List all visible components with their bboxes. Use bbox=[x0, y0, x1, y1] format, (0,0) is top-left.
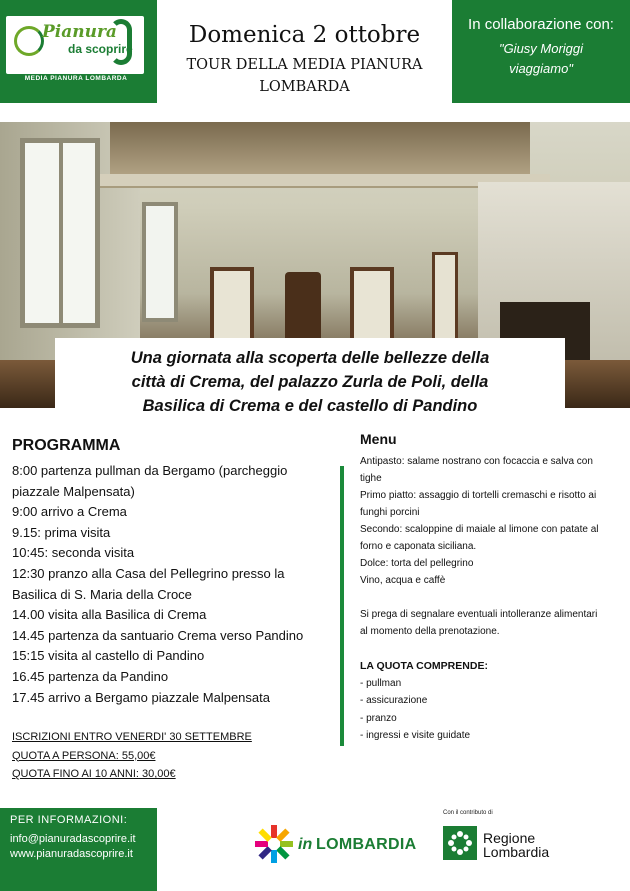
regione-lombardia-name bbox=[483, 831, 549, 859]
quota-bambini: QUOTA FINO AI 10 ANNI: 30,00€ bbox=[12, 768, 176, 781]
quota-persona: QUOTA A PERSONA: 55,00€ bbox=[12, 749, 156, 762]
menu-line: forno e caponata siciliana. bbox=[360, 541, 477, 552]
caption-line2: città di Crema, del palazzo Zurla de Poli, della bbox=[131, 373, 489, 391]
collaboration-name bbox=[452, 39, 630, 79]
inlombardia-logo bbox=[254, 820, 434, 868]
programma-line: 17.45 arrivo a Bergamo piazzale Malpensata bbox=[12, 689, 270, 705]
quota-title: LA QUOTA COMPRENDE: bbox=[360, 660, 488, 672]
quota-item: - assicurazione bbox=[360, 695, 428, 707]
programma-line: 9:00 arrivo a Crema bbox=[12, 504, 127, 520]
programma-line: 8:00 partenza pullman da Bergamo (parcheggio bbox=[12, 463, 288, 478]
pianura-da-scoprire-logo bbox=[6, 16, 144, 82]
menu-line: Primo piatto: assaggio di tortelli cremaschi e risotto ai bbox=[360, 490, 597, 501]
tour-description bbox=[55, 338, 565, 422]
collaboration-panel bbox=[452, 0, 630, 103]
collaboration-label: In collaborazione con: bbox=[468, 16, 614, 33]
programma-line: 9.15: prima visita bbox=[12, 524, 111, 540]
programma-line: 14.45 partenza da santuario Crema verso Pandino bbox=[12, 627, 304, 643]
logo-swirl-icon bbox=[14, 26, 44, 56]
intolerance-note bbox=[360, 606, 622, 640]
photo-cabinet bbox=[285, 272, 321, 342]
photo-ceiling bbox=[110, 122, 530, 182]
programma-line: 15:15 visita al castello di Pandino bbox=[12, 648, 205, 664]
menu-title: Menu bbox=[360, 431, 397, 447]
programma-line: 12:30 pranzo alla Casa del Pellegrino presso la bbox=[12, 565, 285, 581]
contribution-label: Con il contributo di bbox=[443, 810, 493, 816]
logo-strip: MEDIA PIANURA LOMBARDA bbox=[12, 74, 140, 83]
regione-line2: Lombardia bbox=[483, 844, 550, 860]
caption-line3: Basilica di Crema e del castello di Pandino bbox=[142, 397, 478, 415]
inlombardia-star-icon bbox=[254, 824, 294, 864]
programma-line: 10:45: seconda visita bbox=[12, 545, 135, 561]
collaboration-name-line2: viaggiamo" bbox=[509, 61, 573, 76]
tour-title-line1: TOUR DELLA MEDIA PIANURA bbox=[186, 57, 423, 73]
programma-title: PROGRAMMA bbox=[12, 437, 121, 454]
title-block bbox=[157, 0, 452, 103]
menu-section bbox=[360, 431, 622, 744]
programma-line: 16.45 partenza da Pandino bbox=[12, 668, 169, 684]
iscrizioni-block bbox=[12, 728, 337, 784]
info-panel bbox=[0, 808, 157, 891]
programma-line: piazzale Malpensata) bbox=[12, 483, 135, 499]
tour-title bbox=[157, 54, 452, 98]
programma-line: 14.00 visita alla Basilica di Crema bbox=[12, 607, 207, 623]
column-divider bbox=[340, 466, 344, 746]
regione-lombardia-logo-icon bbox=[443, 826, 477, 860]
menu-line: Dolce: torta del pellegrino bbox=[360, 558, 474, 569]
caption-line1: Una giornata alla scoperta delle bellezze della bbox=[130, 349, 490, 367]
quota-item: - ingressi e visite guidate bbox=[360, 729, 471, 741]
info-website[interactable]: www.pianuradascoprire.it bbox=[10, 848, 133, 860]
info-title: PER INFORMAZIONI: bbox=[10, 814, 128, 826]
note-line2: al momento della prenotazione. bbox=[360, 626, 500, 637]
logo-name-line1: Pianura bbox=[42, 22, 117, 42]
menu-line: funghi porcini bbox=[360, 507, 420, 518]
tour-title-line2: LOMBARDA bbox=[259, 79, 350, 95]
menu-line: Vino, acqua e caffè bbox=[360, 575, 446, 586]
programma-section bbox=[12, 437, 337, 784]
iscrizioni-deadline: ISCRIZIONI ENTRO VENERDI' 30 SETTEMBRE bbox=[12, 731, 252, 744]
inlombardia-name: LOMBARDIA bbox=[316, 836, 417, 853]
photo-window bbox=[20, 138, 100, 328]
note-line1: Si prega di segnalare eventuali intolleranze alimentari bbox=[360, 609, 598, 620]
logo-panel bbox=[0, 0, 157, 103]
inlombardia-in: in bbox=[298, 836, 313, 853]
logo-name-line2: da scoprire bbox=[68, 42, 133, 56]
event-date: Domenica 2 ottobre bbox=[188, 22, 421, 48]
photo-window bbox=[142, 202, 178, 322]
programma-line: Basilica di S. Maria della Croce bbox=[12, 586, 192, 602]
quota-item: - pranzo bbox=[360, 712, 397, 724]
quota-item: - pullman bbox=[360, 678, 402, 689]
menu-line: tighe bbox=[360, 473, 382, 484]
collaboration-name-line1: "Giusy Moriggi bbox=[498, 41, 584, 56]
header bbox=[0, 0, 630, 103]
info-email[interactable]: info@pianuradascoprire.it bbox=[10, 833, 136, 845]
menu-line: Secondo: scaloppine di maiale al limone con patate al bbox=[360, 524, 599, 535]
menu-line: Antipasto: salame nostrano con focaccia e salva con bbox=[360, 456, 593, 467]
regione-line1: Regione bbox=[483, 830, 536, 846]
